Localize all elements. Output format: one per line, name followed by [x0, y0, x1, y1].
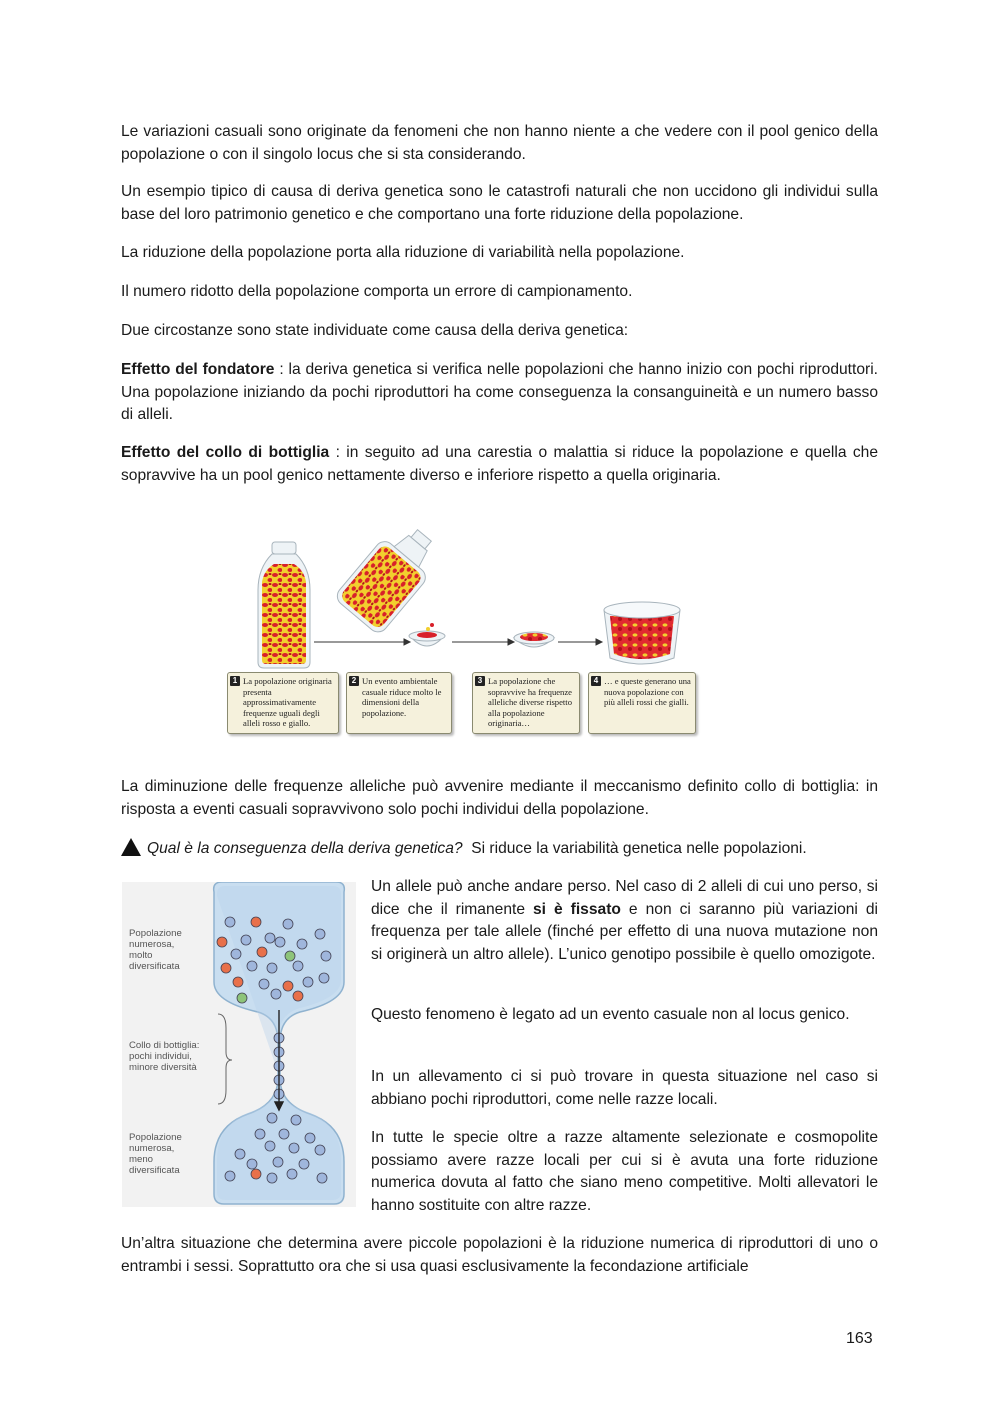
label-line: pochi individui, [129, 1051, 192, 1062]
caption-step-1-text: La popolazione originaria presenta approssimativamente frequenze uguali degli alleli rosso e giallo. [243, 676, 332, 728]
label-line: Collo di bottiglia: [129, 1040, 200, 1051]
label-line: minore diversità [129, 1062, 197, 1073]
paragraph-razze-locali: In tutte le specie oltre a razze altamente selezionate e cosmopolite possiamo avere razze locali per cui si è avuta una forte riduzione numerica dovuta al fatto che siano meno competitive. Molti allevatori le hanno sostituite con altre razze. [371, 1129, 878, 1214]
label-line: numerosa, [129, 939, 175, 950]
label-line: numerosa, [129, 1143, 175, 1154]
paragraph-allevamento: In un allevamento ci si può trovare in questa situazione nel caso si abbiano pochi riproduttori, come nelle razze locali. [371, 1068, 878, 1108]
paragraph-diminuzione-frequenze: La diminuzione delle frequenze alleliche può avvenire mediante il meccanismo definito collo di bottiglia: in risposta a eventi casuali sopravvivono solo pochi individui della popolazione. [121, 778, 878, 818]
term-collo-bottiglia: Effetto del collo di bottiglia [121, 444, 330, 461]
page-number: 163 [846, 1330, 873, 1347]
step-number-1: 1 [230, 676, 240, 686]
bottle-illustration [222, 512, 702, 672]
paragraph-allele-perso [371, 876, 878, 966]
caption-step-3 [472, 672, 580, 734]
full-bottle-icon [258, 542, 310, 668]
label-line: Popolazione [129, 928, 182, 939]
paragraph-errore-campionamento: Il numero ridotto della popolazione comporta un errore di campionamento. [121, 283, 633, 300]
question-line [121, 838, 881, 860]
text-run: Un allele può anche andare perso. Nel caso di 2 alleli di cui uno perso, si dice che il rimanente [371, 878, 878, 918]
survivor-dish-icon [514, 632, 554, 647]
new-population-bowl-icon [604, 602, 680, 664]
answer-text: Si riduce la variabilità genetica nelle popolazioni. [471, 840, 807, 857]
small-dish-icon [409, 623, 445, 646]
label-popolazione-molto-diversificata [129, 928, 182, 972]
paragraph-collo-bottiglia [121, 442, 878, 487]
paragraph-riduzione-riproduttori: Un’altra situazione che determina avere piccole popolazioni è la riduzione numerica di riproduttori di uno o entrambi i sessi. Soprattutto ora che si usa quasi esclusivamente la fecondazione artificiale [121, 1235, 878, 1275]
label-line: diversificata [129, 961, 180, 972]
bottleneck-bottle-figure [222, 512, 702, 742]
paragraph-catastrofi-naturali: Un esempio tipico di causa di deriva genetica sono le catastrofi naturali che non uccidono gli individui sulla base del loro patrimonio genetico e che comportano una forte riduzione della popolazione. [121, 183, 878, 223]
label-line: meno [129, 1154, 153, 1165]
hourglass-bottleneck-figure [122, 882, 356, 1207]
label-collo-di-bottiglia [129, 1040, 199, 1073]
paragraph-evento-casuale: Questo fenomeno è legato ad un evento casuale non al locus genico. [371, 1006, 850, 1023]
label-line: Popolazione [129, 1132, 182, 1143]
term-si-e-fissato: si è fissato [533, 900, 621, 918]
pouring-bottle-icon [333, 516, 447, 636]
label-line: diversificata [129, 1165, 180, 1176]
caption-step-4 [588, 672, 696, 734]
definition-collo-bottiglia: : in seguito ad una carestia o malattia si riduce la popolazione e quella che sopravvive ha un pool genico nettamente diverso e inferiore rispetto a quella originaria. [121, 444, 878, 484]
bracket-icon [218, 1014, 232, 1104]
term-effetto-fondatore: Effetto del fondatore [121, 361, 275, 378]
step-number-4: 4 [591, 676, 601, 686]
caption-step-4-text: … e queste generano una nuova popolazione con più alleli rossi che gialli. [604, 676, 691, 707]
paragraph-variazioni-casuali: Le variazioni casuali sono originate da fenomeni che non hanno niente a che vedere con il pool genico della popolazione o con il singolo locus che si sta considerando. [121, 123, 878, 163]
label-popolazione-meno-diversificata [129, 1132, 182, 1176]
caption-step-2 [346, 672, 452, 734]
text-run: e non ci saranno più variazioni di frequenza per tale allele (finché per effetto di una nuova mutazione non si originerà un altro allele). L’unico genotipo possibile è quello omozigote. [371, 900, 879, 963]
label-line: molto [129, 950, 153, 961]
paragraph-effetto-fondatore [121, 359, 878, 427]
paragraph-riduzione-variabilita: La riduzione della popolazione porta alla riduzione di variabilità nella popolazione. [121, 244, 685, 261]
question-text: Qual è la conseguenza della deriva genetica? [147, 840, 463, 857]
caption-step-2-text: Un evento ambientale casuale riduce molto le dimensioni della popolazione. [362, 676, 442, 718]
step-number-2: 2 [349, 676, 359, 686]
step-number-3: 3 [475, 676, 485, 686]
caption-step-1 [227, 672, 339, 734]
paragraph-due-circostanze: Due circostanze sono state individuate come causa della deriva genetica: [121, 322, 629, 339]
caption-step-3-text: La popolazione che sopravvive ha frequenze alleliche diverse rispetto alla popolazione originaria… [488, 676, 572, 728]
definition-effetto-fondatore: : la deriva genetica si verifica nelle popolazioni che hanno inizio con pochi riproduttori. Una popolazione iniziando da pochi riproduttori ha come conseguenza la consanguineità e un numero basso di alleli. [121, 361, 878, 423]
triangle-up-icon [121, 838, 141, 856]
process-arrows [314, 639, 602, 645]
